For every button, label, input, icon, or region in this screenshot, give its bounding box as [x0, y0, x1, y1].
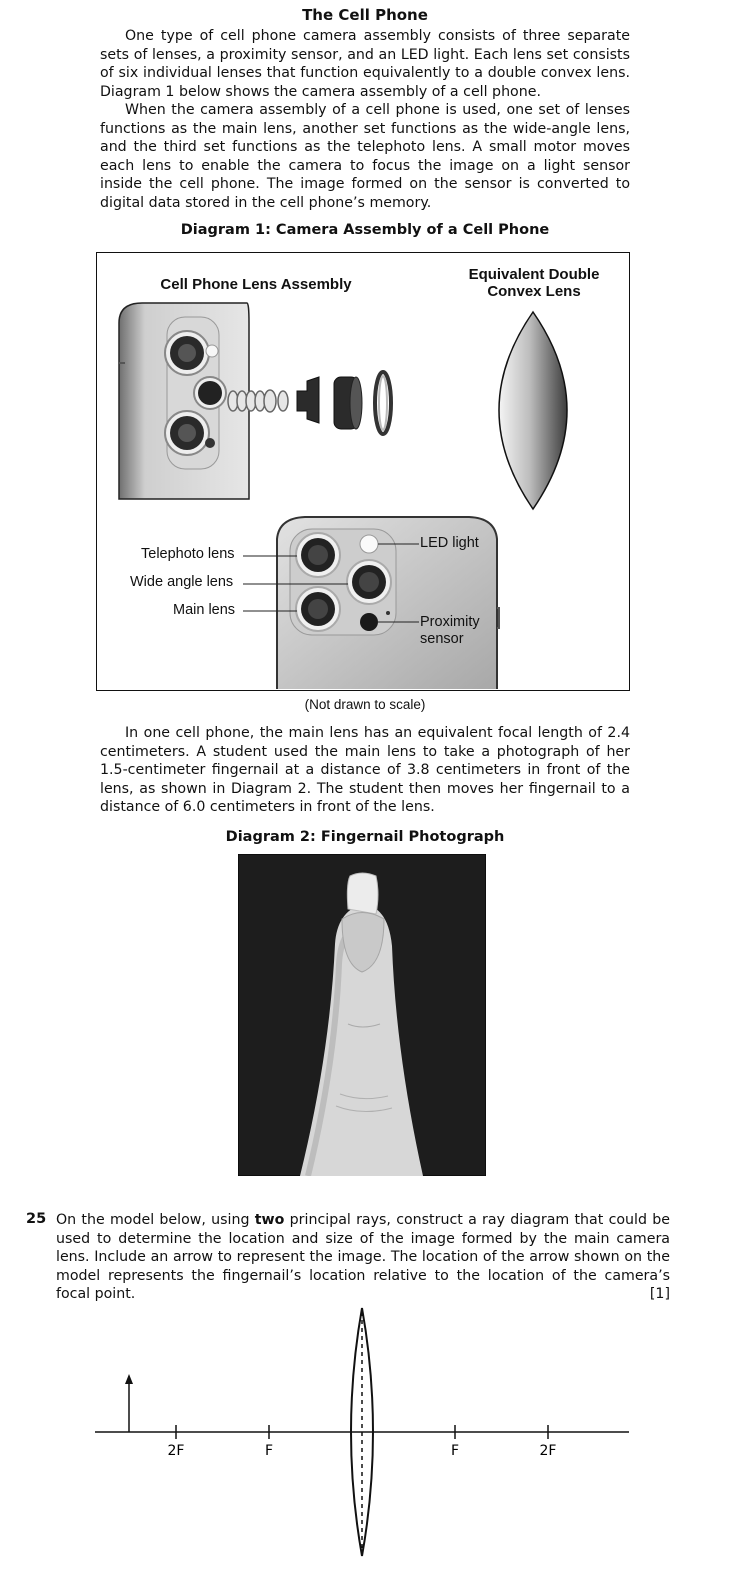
main-lens-label: Main lens	[173, 602, 236, 618]
fingernail-photograph	[238, 854, 486, 1176]
ray-diagram-model	[0, 1300, 730, 1580]
question-number: 25	[26, 1211, 47, 1227]
double-convex-heading: Equivalent Double Convex Lens	[468, 266, 600, 300]
camera-use-paragraph	[100, 101, 630, 212]
question-text-end: principal rays, construct a ray diagram that could be used to determine the location and size of the image formed by the main camera lens. Include an arrow to represent the image. The location of the arrow shown on the model represents the fingernail’s location relative to the location of the camera’s focal point.	[56, 1212, 670, 1302]
question-emphasis: two	[254, 1212, 285, 1228]
diagram1-caption: Diagram 1: Camera Assembly of a Cell Phone	[180, 222, 550, 238]
camera-use-text: When the camera assembly of a cell phone is used, one set of lenses functions as the main lens, another set functions as the wide-angle lens, and the third set functions as the telephoto lens. A small motor moves each lens to enable the camera to focus the image on a light sensor inside the cell phone. The image formed on the sensor is converted to digital data stored in the cell phone’s memory.	[100, 102, 630, 211]
telephoto-lens-label: Telephoto lens	[141, 546, 235, 562]
label-f-right: F	[450, 1443, 460, 1459]
diagram1-box	[96, 252, 630, 691]
not-to-scale-note: (Not drawn to scale)	[304, 697, 426, 712]
lens-barrel	[297, 372, 391, 434]
lens-assembly-illustration	[97, 253, 628, 689]
wide-angle-lens-label: Wide angle lens	[130, 574, 234, 590]
focal-length-paragraph	[100, 724, 630, 817]
intro-paragraph	[100, 27, 630, 101]
lens-elements	[228, 390, 288, 412]
focal-length-text: In one cell phone, the main lens has an equivalent focal length of 2.4 centimeters. A student used the main lens to take a photograph of her 1.5-centimeter fingernail at a distance of 3.8 centimeters in front of the lens, as shown in Diagram 2. The student then moves her fingernail to a distance of 6.0 centimeters in front of the lens.	[100, 725, 630, 815]
label-2f-left: 2F	[167, 1443, 185, 1459]
lens-assembly-heading: Cell Phone Lens Assembly	[160, 276, 352, 293]
object-arrowhead	[125, 1374, 133, 1384]
label-2f-right: 2F	[539, 1443, 557, 1459]
proximity-sensor-label: Proximity sensor	[420, 614, 480, 647]
intro-text: One type of cell phone camera assembly consists of three separate sets of lenses, a proximity sensor, and an LED light. Each lens set consists of six individual lenses that function equivalently to a double convex lens. Diagram 1 below shows the camera assembly of a cell phone.	[100, 28, 630, 100]
page-title: The Cell Phone	[302, 6, 428, 24]
question-marks: [1]	[649, 1286, 670, 1302]
label-f-left: F	[264, 1443, 274, 1459]
led-light-label: LED light	[420, 535, 479, 551]
double-convex-lens	[499, 312, 567, 509]
question-text-start: On the model below, using	[56, 1212, 255, 1228]
diagram2-caption: Diagram 2: Fingernail Photograph	[225, 829, 505, 845]
question-text	[56, 1211, 670, 1304]
